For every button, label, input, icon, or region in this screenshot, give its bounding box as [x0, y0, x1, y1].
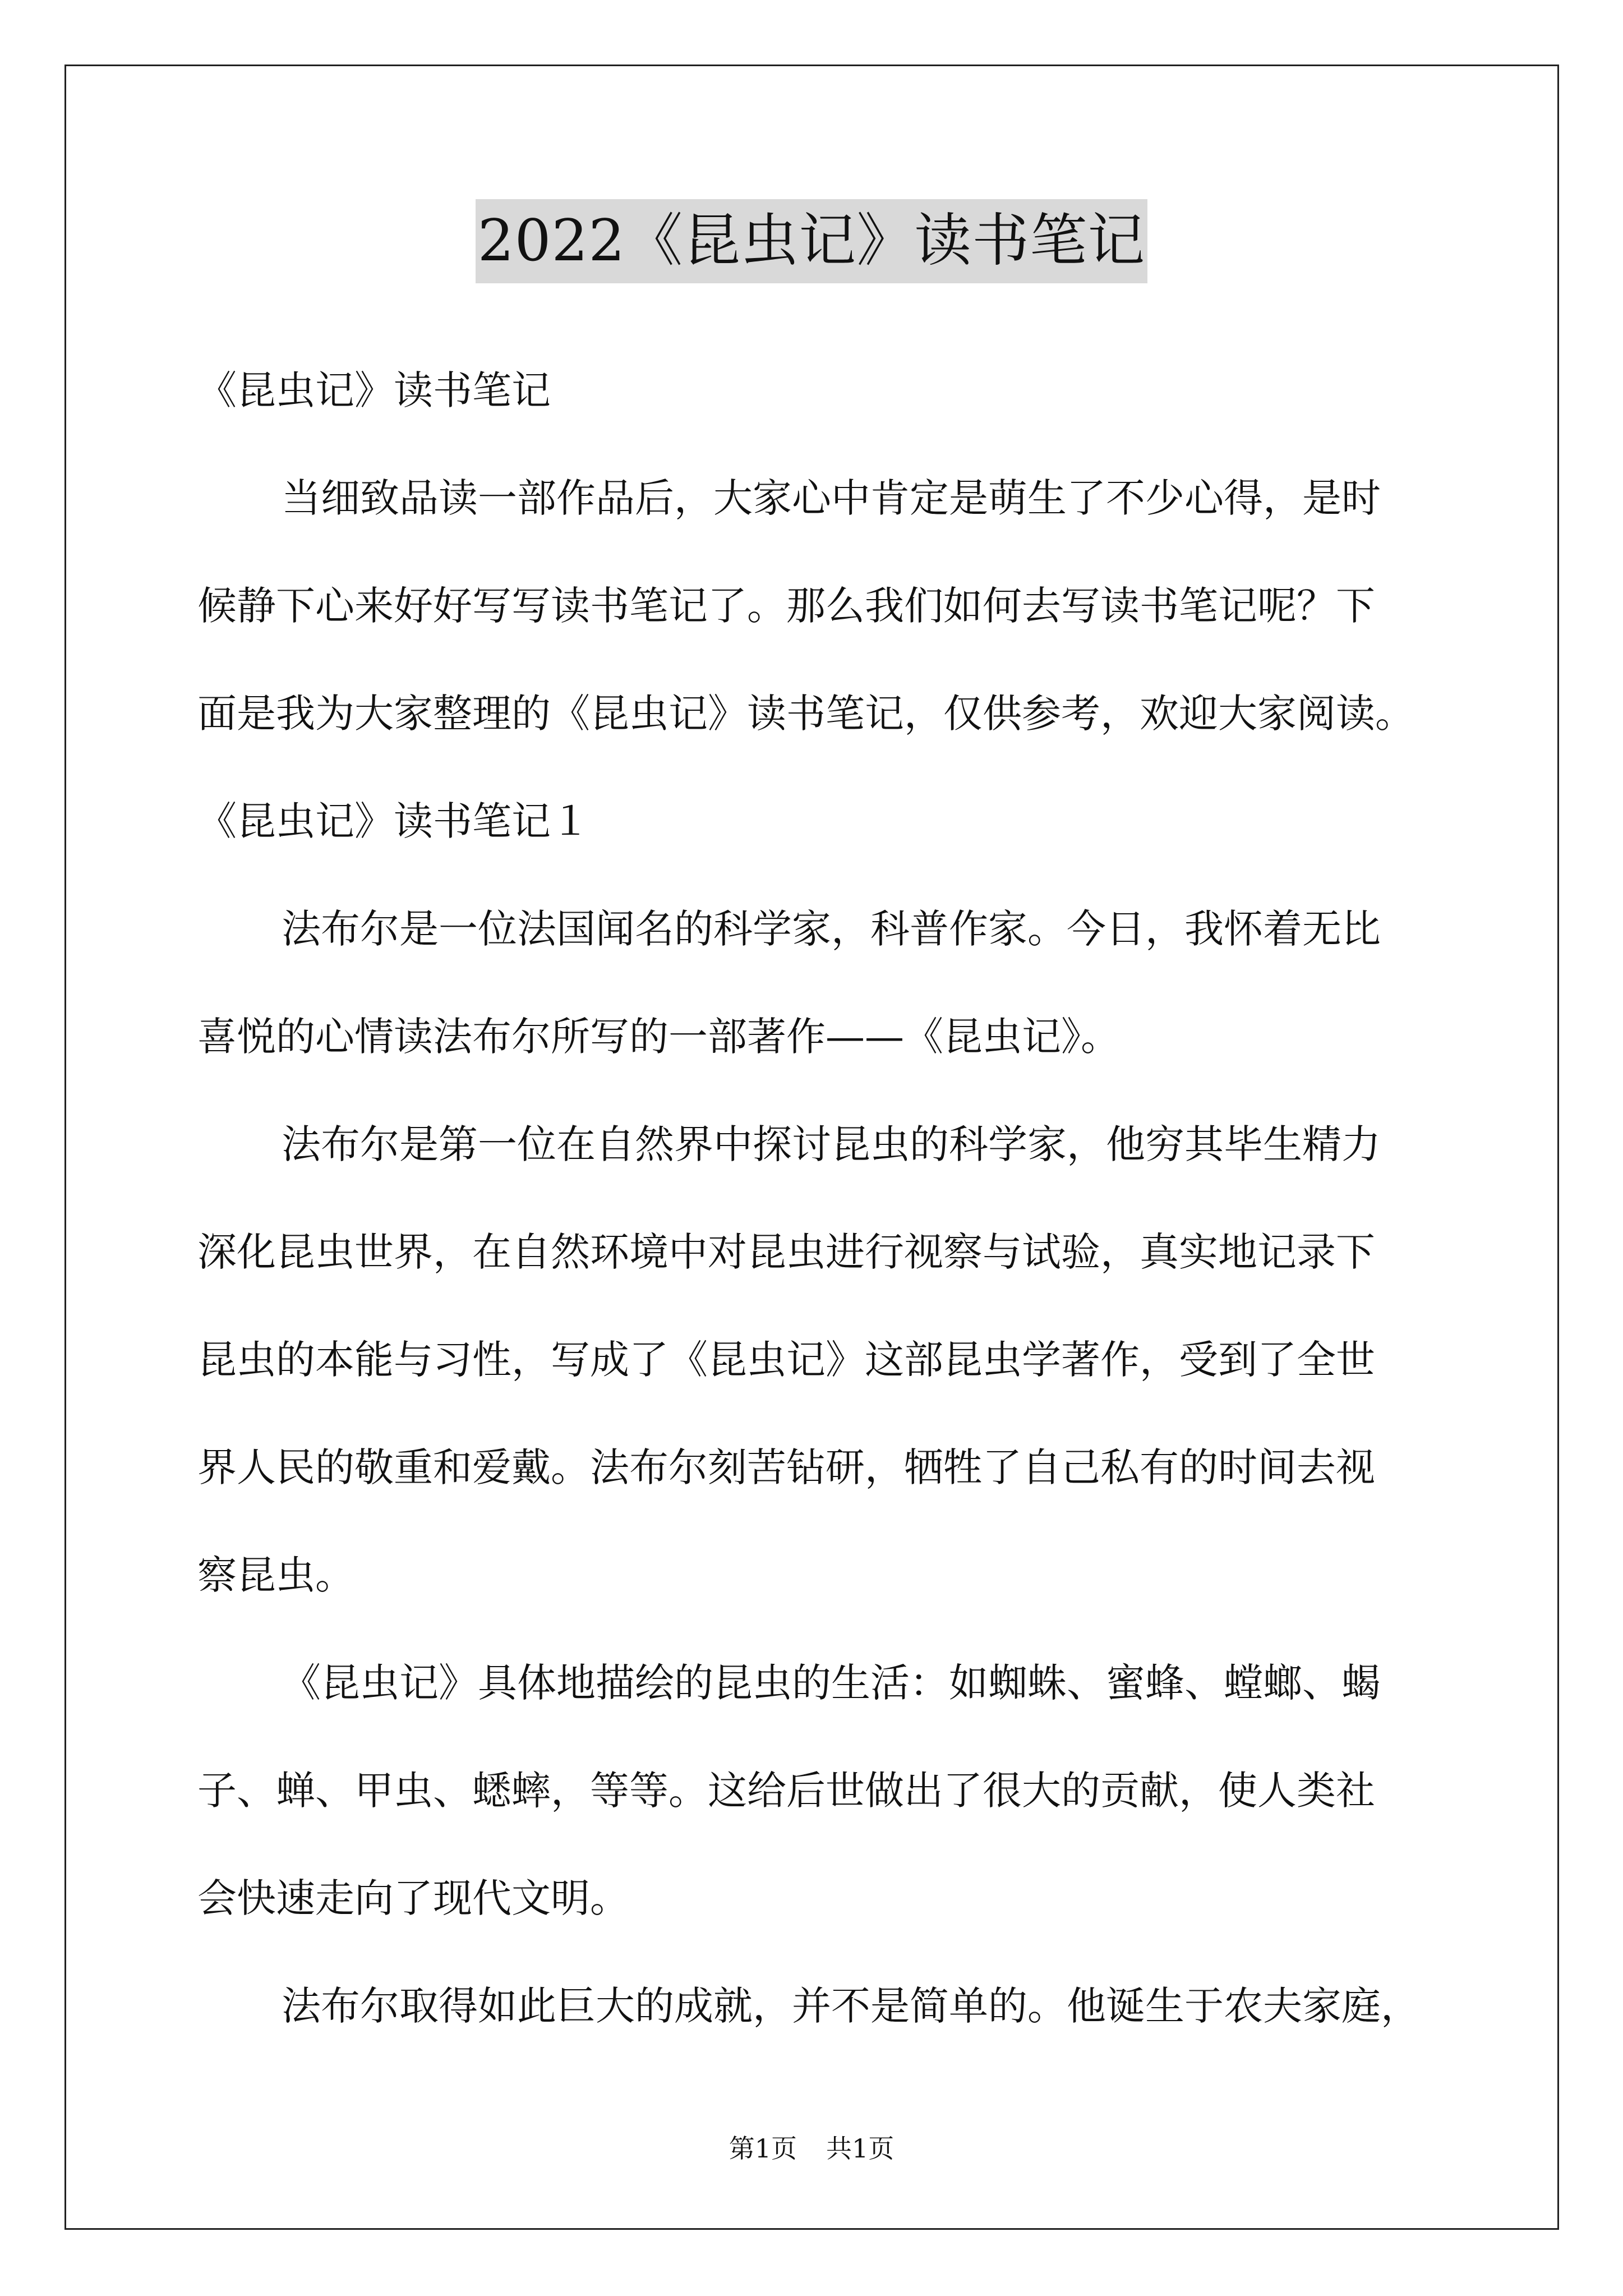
text-line: 面是我为大家整理的《昆虫记》读书笔记，仅供参考，欢迎大家阅读。 [197, 691, 1414, 737]
page-footer [0, 2132, 1623, 2165]
text-line: 喜悦的心情读法布尔所写的一部著作——《昆虫记》。 [197, 1014, 1120, 1060]
text-line: 候静下心来好好写写读书笔记了。那么我们如何去写读书笔记呢？下 [197, 583, 1375, 629]
text-line: 昆虫的本能与习性，写成了《昆虫记》这部昆虫学著作，受到了全世 [197, 1337, 1375, 1383]
document-body [197, 337, 1439, 2060]
text-line: 界人民的敬重和爱戴。法布尔刻苦钻研，牺牲了自己私有的时间去视 [197, 1444, 1375, 1490]
document-title: 2022《昆虫记》读书笔记 [476, 199, 1148, 283]
text-line: 当细致品读一部作品后，大家心中肯定是萌生了不少心得，是时 [282, 475, 1381, 521]
text-line: 法布尔取得如此巨大的成就，并不是简单的。他诞生于农夫家庭， [282, 1983, 1420, 2029]
text-line: 法布尔是一位法国闻名的科学家，科普作家。今日，我怀着无比 [282, 906, 1381, 952]
text-line: 察昆虫。 [197, 1552, 354, 1598]
text-line: 会快速走向了现代文明。 [197, 1875, 629, 1921]
text-line: 深化昆虫世界，在自然环境中对昆虫进行视察与试验，真实地记录下 [197, 1229, 1375, 1275]
page-total: 共1页 [826, 2133, 895, 2164]
page-number: 第1页 [728, 2133, 797, 2164]
text-line: 子、蝉、甲虫、蟋蟀，等等。这给后世做出了很大的贡献，使人类社 [197, 1768, 1375, 1814]
text-line: 《昆虫记》读书笔记 [197, 367, 551, 413]
text-line: 法布尔是第一位在自然界中探讨昆虫的科学家，他穷其毕生精力 [282, 1121, 1381, 1167]
title-area [0, 199, 1623, 283]
text-line: 《昆虫记》读书笔记１ [197, 798, 590, 844]
text-line: 《昆虫记》具体地描绘的昆虫的生活：如蜘蛛、蜜蜂、螳螂、蝎 [282, 1660, 1381, 1706]
